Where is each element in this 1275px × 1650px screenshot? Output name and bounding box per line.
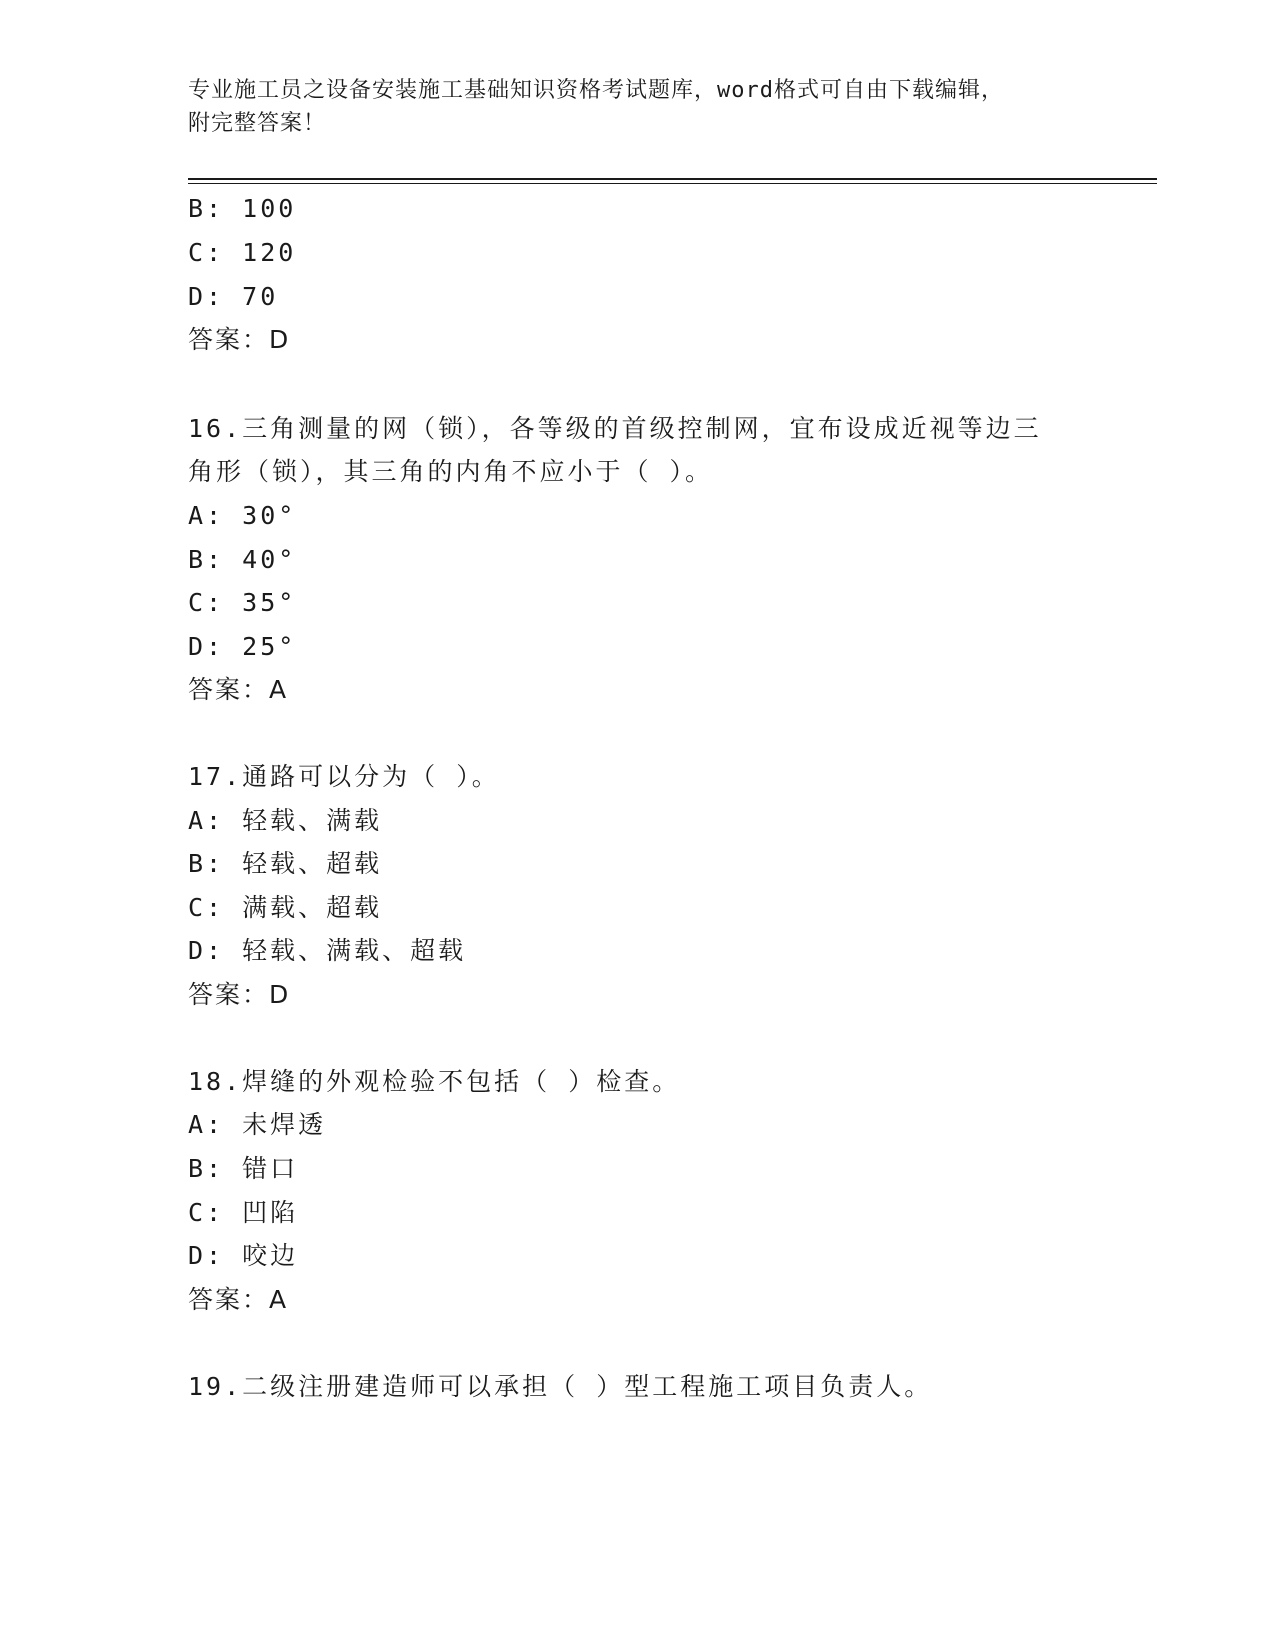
q16-answer: 答案：A — [188, 675, 289, 704]
header-divider-thick — [188, 178, 1157, 180]
q17-option-b: B: 轻载、超载 — [188, 849, 383, 878]
prev-option-c: C: 120 — [188, 238, 297, 267]
q16-option-d: D: 25° — [188, 632, 297, 661]
header-line-2: 附完整答案！ — [188, 111, 327, 136]
q16-stem-line-2: 角形（锁），其三角的内角不应小于（ ）。 — [188, 457, 714, 486]
q17-answer: 答案：D — [188, 980, 291, 1009]
prev-option-b: B: 100 — [188, 194, 297, 223]
header-line-1: 专业施工员之设备安装施工基础知识资格考试题库，word格式可自由下载编辑， — [188, 78, 1004, 103]
q17-option-d: D: 轻载、满载、超载 — [188, 936, 467, 965]
prev-option-d: D: 70 — [188, 282, 279, 311]
document-header — [188, 74, 1088, 140]
q18-option-c: C: 凹陷 — [188, 1198, 299, 1227]
q16-option-b: B: 40° — [188, 545, 297, 574]
q18-stem: 18.焊缝的外观检验不包括（ ）检查。 — [188, 1067, 681, 1096]
q16-stem-line-1: 16.三角测量的网（锁），各等级的首级控制网，宜布设成近视等边三 — [188, 414, 1042, 443]
q17-option-c: C: 满载、超载 — [188, 893, 383, 922]
q17-option-a: A: 轻载、满载 — [188, 806, 383, 835]
header-divider-thin — [188, 183, 1157, 184]
q18-answer: 答案：A — [188, 1285, 289, 1314]
q18-option-b: B: 错口 — [188, 1154, 299, 1183]
q18-option-a: A: 未焊透 — [188, 1110, 327, 1139]
q16-option-a: A: 30° — [188, 501, 297, 530]
q17-stem: 17.通路可以分为（ ）。 — [188, 762, 500, 791]
q16-option-c: C: 35° — [188, 588, 297, 617]
q19-stem: 19.二级注册建造师可以承担（ ）型工程施工项目负责人。 — [188, 1372, 933, 1401]
q18-option-d: D: 咬边 — [188, 1241, 299, 1270]
prev-answer: 答案：D — [188, 325, 291, 354]
